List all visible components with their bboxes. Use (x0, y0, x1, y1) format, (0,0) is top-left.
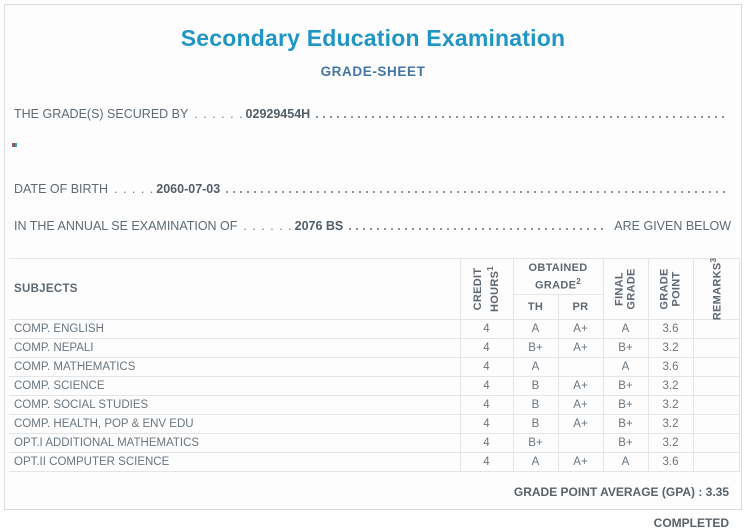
final-grade-value: A (603, 358, 648, 377)
subject-name: COMP. SOCIAL STUDIES (9, 396, 460, 415)
remarks-value (693, 358, 739, 377)
credit-hours-value: 4 (460, 396, 513, 415)
table-row (9, 320, 739, 339)
th-grade-value: A (513, 320, 558, 339)
column-header-subjects: SUBJECTS (9, 259, 460, 320)
final-grade-value: A (603, 320, 648, 339)
remarks-value (693, 377, 739, 396)
remarks-value (693, 339, 739, 358)
th-grade-value: A (513, 358, 558, 377)
remarks-value (693, 434, 739, 453)
grade-sheet-page (4, 4, 742, 530)
status-completed: COMPLETED (653, 516, 729, 530)
credit-hours-value: 4 (460, 320, 513, 339)
remarks-value (693, 396, 739, 415)
final-grade-value: B+ (603, 434, 648, 453)
grade-point-value: 3.2 (648, 434, 693, 453)
subject-name: COMP. SCIENCE (9, 377, 460, 396)
footnote-marker-2: 2 (576, 276, 581, 286)
subject-name: COMP. NEPALI (9, 339, 460, 358)
column-header-grade-point: GRADE POINT (648, 259, 693, 320)
pr-grade-value: A+ (558, 339, 603, 358)
subject-name: COMP. ENGLISH (9, 320, 460, 339)
date-of-birth-value: 2060-07-03 (156, 182, 221, 196)
th-grade-value: B (513, 415, 558, 434)
th-grade-value: B+ (513, 434, 558, 453)
table-row (9, 377, 739, 396)
dotted-filler (226, 191, 729, 193)
credit-hours-value: 4 (460, 453, 513, 472)
table-row (9, 358, 739, 377)
footnote-marker-1: 1 (485, 266, 495, 271)
column-header-remarks: REMARKS$^3$ (693, 259, 739, 320)
credit-hours-value: 4 (460, 358, 513, 377)
gpa-summary: GRADE POINT AVERAGE (GPA) : 3.35 (513, 485, 729, 499)
column-header-obtained-grade: OBTAINED GRADE$^2$ (513, 259, 603, 295)
page-subtitle: GRADE-SHEET (320, 64, 426, 79)
credit-hours-value: 4 (460, 415, 513, 434)
dotted-filler (316, 116, 729, 118)
grade-point-value: 3.2 (648, 415, 693, 434)
grade-point-value: 3.2 (648, 339, 693, 358)
examination-line (5, 219, 741, 233)
grade-point-value: 3.6 (648, 453, 693, 472)
credit-hours-value: 4 (460, 434, 513, 453)
pr-grade-value: A+ (558, 453, 603, 472)
secured-by-label: THE GRADE(S) SECURED BY (14, 107, 189, 121)
remarks-value (693, 320, 739, 339)
name-continuation-row (12, 134, 741, 152)
credit-hours-value: 4 (460, 339, 513, 358)
final-grade-value: A (603, 453, 648, 472)
subject-name: OPT.I ADDITIONAL MATHEMATICS (9, 434, 460, 453)
grade-point-value: 3.2 (648, 396, 693, 415)
table-row (9, 339, 739, 358)
grade-point-value: 3.6 (648, 358, 693, 377)
th-grade-value: B+ (513, 339, 558, 358)
final-grade-value: B+ (603, 396, 648, 415)
table-row (9, 396, 739, 415)
grade-point-value: 3.2 (648, 377, 693, 396)
secured-by-line (5, 107, 741, 121)
examination-year-value: 2076 BS (294, 219, 344, 233)
th-grade-value: A (513, 453, 558, 472)
subject-name: COMP. HEALTH, POP & ENV EDU (9, 415, 460, 434)
page-title: Secondary Education Examination (180, 25, 566, 51)
subject-name: OPT.II COMPUTER SCIENCE (9, 453, 460, 472)
symbol-number-value: 02929454H (245, 107, 311, 121)
th-grade-value: B (513, 377, 558, 396)
are-given-below-label: ARE GIVEN BELOW (614, 219, 731, 233)
remarks-value (693, 415, 739, 434)
pr-grade-value: A+ (558, 396, 603, 415)
pr-grade-value: A+ (558, 320, 603, 339)
table-row (9, 415, 739, 434)
dot-leader: . . . . . . (194, 107, 244, 121)
th-grade-value: B (513, 396, 558, 415)
final-grade-value: B+ (603, 339, 648, 358)
examination-label: IN THE ANNUAL SE EXAMINATION OF (14, 219, 238, 233)
grade-point-value: 3.6 (648, 320, 693, 339)
pr-grade-value: A+ (558, 377, 603, 396)
final-grade-value: B+ (603, 377, 648, 396)
column-header-pr: PR (558, 295, 603, 320)
grades-table (9, 258, 740, 472)
table-row (9, 434, 739, 453)
dot-leader: . . . . . (114, 182, 155, 196)
pr-grade-value: A+ (558, 415, 603, 434)
remarks-value (693, 453, 739, 472)
column-header-th: TH (513, 295, 558, 320)
date-of-birth-line (5, 182, 741, 196)
date-of-birth-label: DATE OF BIRTH (14, 182, 108, 196)
subject-name: COMP. MATHEMATICS (9, 358, 460, 377)
column-header-credit-hours: CREDIT HOURS$^1$ (460, 259, 513, 320)
tiny-image-artifact (12, 143, 17, 147)
column-header-final-grade: FINAL GRADE (603, 259, 648, 320)
dotted-filler (349, 228, 608, 230)
pr-grade-value (558, 434, 603, 453)
final-grade-value: B+ (603, 415, 648, 434)
table-row (9, 453, 739, 472)
dot-leader: . . . . . . (243, 219, 293, 233)
pr-grade-value (558, 358, 603, 377)
footnote-marker-3: 3 (708, 257, 718, 263)
credit-hours-value: 4 (460, 377, 513, 396)
